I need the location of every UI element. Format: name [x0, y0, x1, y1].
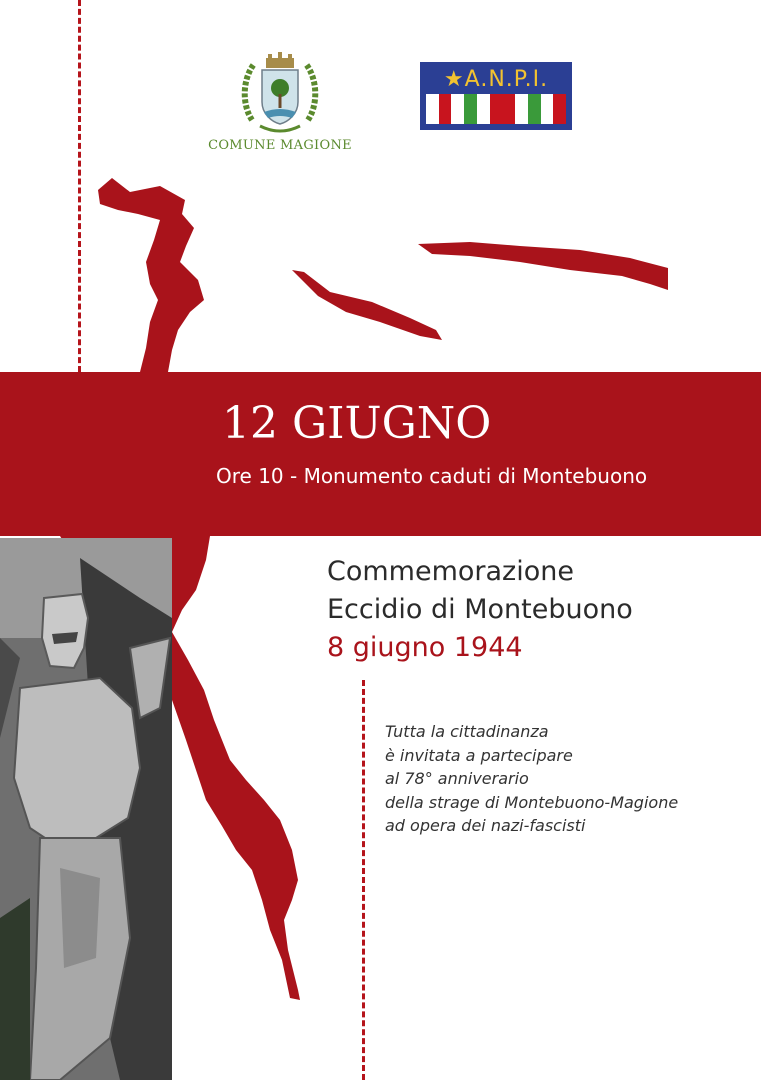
event-date: 12 GIUGNO	[222, 398, 492, 449]
heading-eccidio: Eccidio di Montebuono	[327, 594, 633, 625]
monument-photo	[0, 538, 172, 1080]
anpi-label: A.N.P.I.	[464, 67, 549, 92]
anpi-star-icon: ★	[443, 67, 465, 92]
invitation-line: Tutta la cittadinanza	[385, 722, 549, 741]
invitation-line: ad opera dei nazi-fascisti	[385, 816, 586, 835]
dashed-line-bottom	[362, 680, 365, 1080]
invitation-line: è invitata a partecipare	[385, 745, 573, 765]
monument-sculpture-icon	[0, 538, 172, 1080]
heading-commemorazione: Commemorazione	[327, 556, 574, 587]
invitation-line: al 78° anniverario	[385, 769, 529, 788]
invitation-line: della strage di Montebuono-Magione	[385, 792, 679, 812]
heading-event-date: 8 giugno 1944	[327, 632, 523, 663]
event-time-place: Ore 10 - Monumento caduti di Montebuono	[216, 464, 648, 488]
comune-label: COMUNE MAGIONE	[208, 138, 352, 153]
date-banner	[0, 372, 761, 536]
invitation-text	[385, 720, 745, 838]
